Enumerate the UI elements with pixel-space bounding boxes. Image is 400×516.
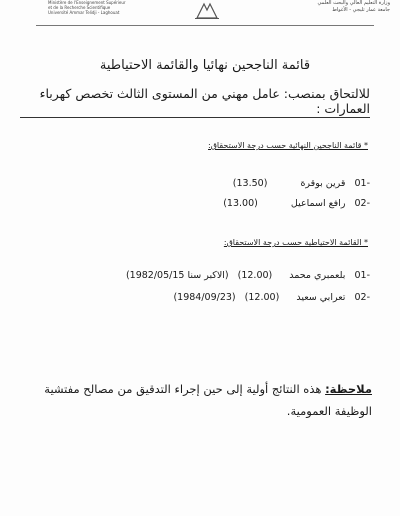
document-title: قائمة الناجحين نهائيا والقائمة الاحتياطية: [99, 58, 311, 73]
header-divider: [36, 25, 374, 26]
reserve-list-row: [120, 292, 370, 303]
reserve-list-row: [120, 270, 370, 281]
final-list-heading: * قائمة الناجحين النهائية حسب درجة الاستحقاق:: [208, 141, 368, 150]
note-paragraph: [32, 378, 372, 422]
note-text: هذه النتائج أولية إلى حين إجراء التدقيق من مصالح مفتشية الوظيفة العمومية.: [44, 382, 372, 418]
reserve-list-heading: * القائمة الاحتياطية حسب درجة الاستحقاق:: [223, 238, 368, 247]
letterhead-right-line: وزارة التعليم العالي والبحث العلمي: [317, 0, 390, 6]
candidate-note: (1984/09/23): [173, 292, 236, 303]
note-label: ملاحظة:: [325, 382, 372, 396]
candidate-name: رافع اسماعيل: [290, 198, 346, 209]
letterhead-right: [240, 0, 390, 14]
candidate-grade: (13.50): [232, 178, 268, 189]
letterhead-left-line: Ministère de l'Enseignement Supérieur: [48, 0, 126, 5]
candidate-note: (الاكبر سنا 1982/05/15): [125, 270, 229, 281]
letterhead-left-line: et de la Recherche Scientifique: [48, 5, 111, 10]
final-list-row: [90, 198, 370, 209]
final-list-row: [90, 178, 370, 189]
document-subtitle: للالتحاق بمنصب: عامل مهني من المستوى الثالث تخصص كهرباء العمارات :: [20, 86, 370, 118]
row-number: -02: [354, 198, 370, 209]
candidate-name: تعرابي سعيد: [296, 292, 346, 303]
letterhead-left-line: Université Ammar Telidji - Laghouat: [48, 10, 120, 15]
candidate-grade: (13.00): [223, 198, 258, 209]
letterhead-right-line: جامعة عمار ثليجي - الأغواط: [332, 7, 390, 13]
candidate-grade: (12.00): [237, 270, 273, 281]
candidate-name: قرين بوقرة: [300, 178, 346, 189]
university-logo: [192, 0, 222, 20]
row-number: -01: [354, 178, 370, 189]
letterhead-left: [48, 0, 198, 15]
row-number: -02: [354, 292, 370, 303]
candidate-name: بلعمبري محمد: [289, 270, 346, 281]
candidate-grade: (12.00): [244, 292, 280, 303]
row-number: -01: [354, 270, 370, 281]
